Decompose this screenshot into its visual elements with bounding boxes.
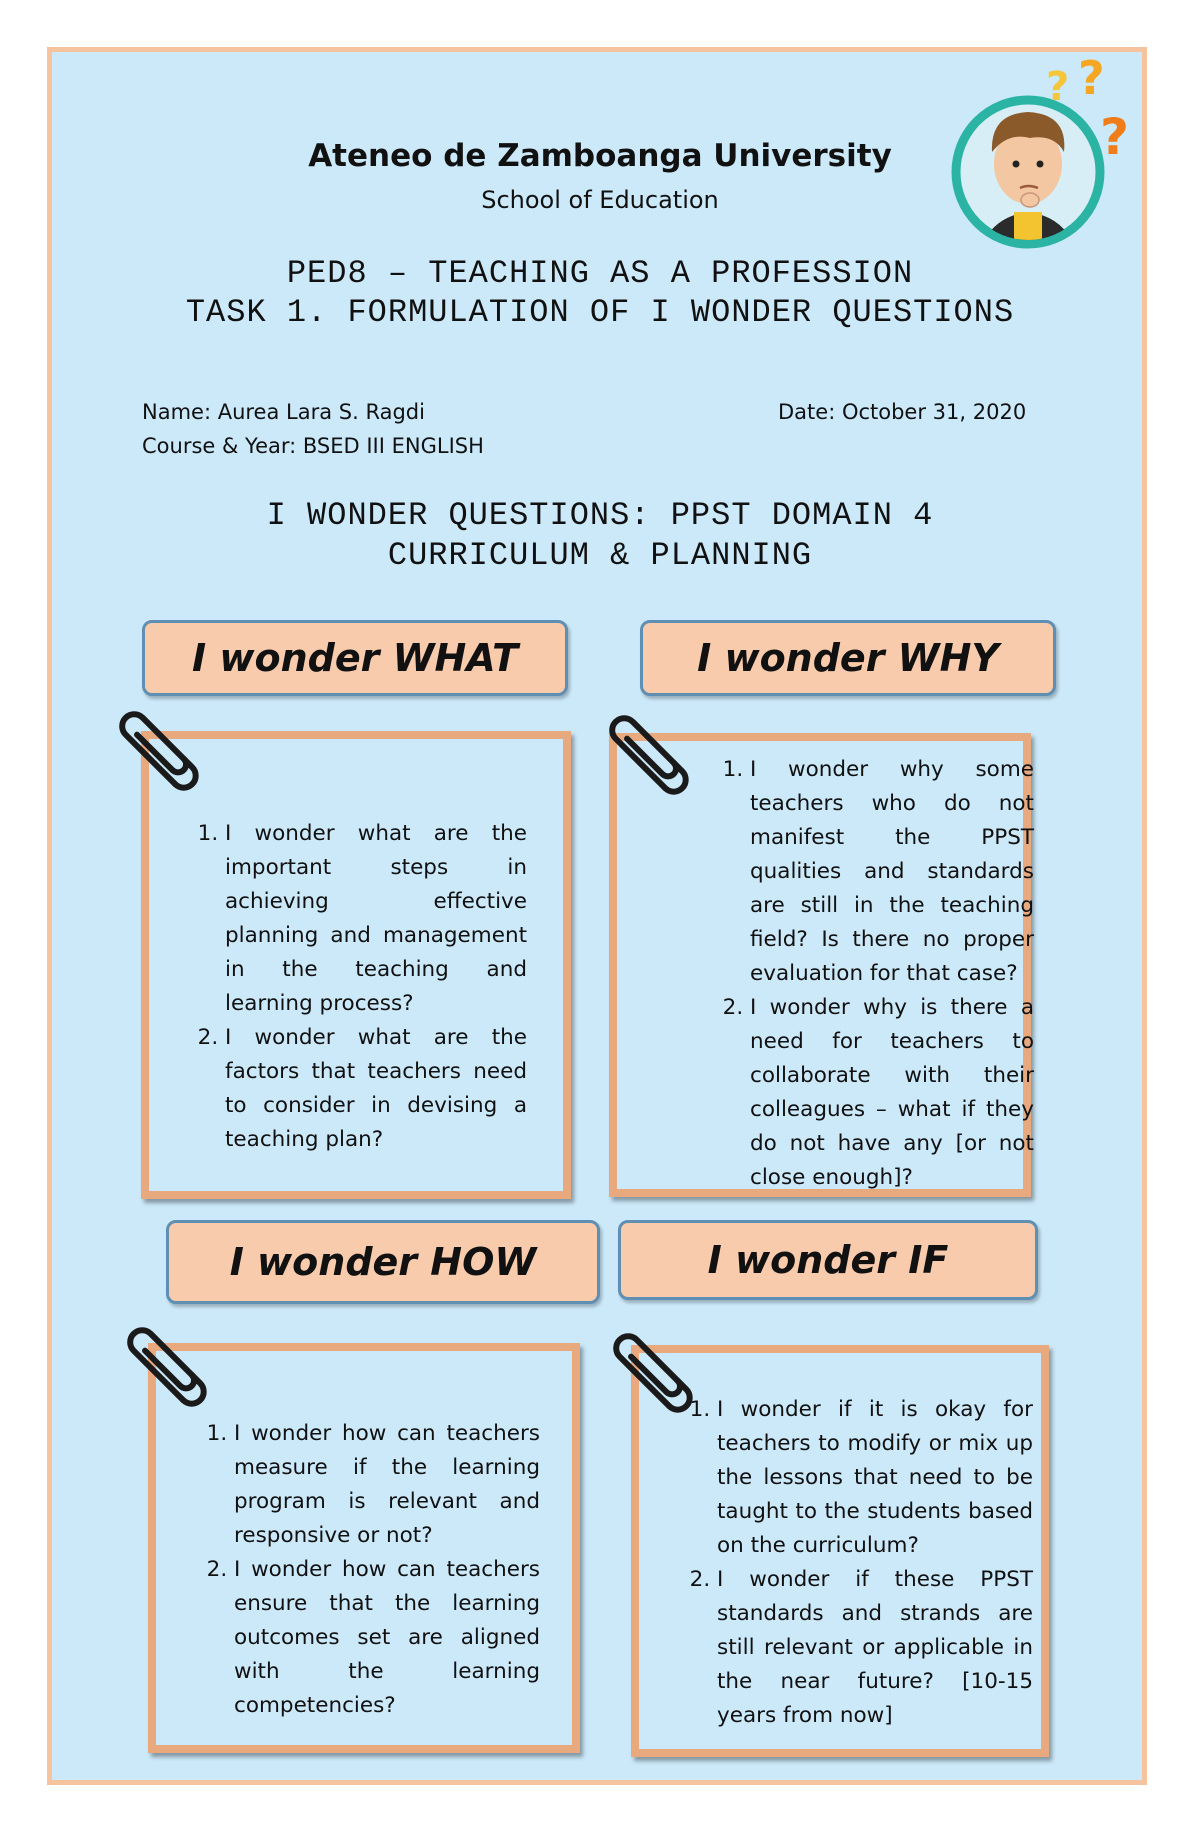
course-title: PED8 – TEACHING AS A PROFESSION <box>286 255 914 292</box>
student-name: Name: Aurea Lara S. Ragdi <box>142 400 425 424</box>
why-questions <box>712 753 1034 1195</box>
svg-text:?: ? <box>1046 64 1070 110</box>
if-label: I wonder IF <box>618 1220 1038 1300</box>
course-year: Course & Year: BSED III ENGLISH <box>142 434 484 458</box>
school-name: School of Education <box>481 186 719 214</box>
why-question-1: 1. I wonder why some teachers who do not manifest the PPST qualities and standards are still in the teaching field? Is there no proper evaluation for that case? <box>750 753 1034 991</box>
task-title: TASK 1. FORMULATION OF I WONDER QUESTIONS <box>185 294 1015 331</box>
if-question-1: 1. I wonder if it is okay for teachers to modify or mix up the lessons that need to be taught to the students based on the curriculum? <box>717 1393 1033 1563</box>
how-box <box>148 1343 580 1753</box>
paperclip-icon <box>594 700 694 800</box>
svg-text:?: ? <box>1078 52 1105 105</box>
paperclip-icon <box>112 1312 212 1412</box>
what-label: I wonder WHAT <box>142 620 568 696</box>
section-subtitle: CURRICULUM & PLANNING <box>387 537 813 574</box>
paperclip-icon <box>598 1318 698 1418</box>
how-questions <box>196 1417 540 1723</box>
paperclip-icon <box>104 696 204 796</box>
how-question-1: 1. I wonder how can teachers measure if the learning program is relevant and responsive or not? <box>234 1417 540 1553</box>
what-question-1: 1. I wonder what are the important steps in achieving effective planning and management in the teaching and learning process? <box>225 817 527 1021</box>
section-title: I WONDER QUESTIONS: PPST DOMAIN 4 <box>266 497 934 534</box>
why-label: I wonder WHY <box>640 620 1056 696</box>
submission-date: Date: October 31, 2020 <box>778 400 1027 424</box>
what-questions <box>187 817 527 1157</box>
what-box <box>141 731 571 1199</box>
what-question-2: 2. I wonder what are the factors that teachers need to consider in devising a teaching plan? <box>225 1021 527 1157</box>
if-question-2: 2. I wonder if these PPST standards and strands are still relevant or applicable in the near future? [10-15 years from now] <box>717 1563 1033 1733</box>
if-questions <box>679 1393 1033 1733</box>
university-name: Ateneo de Zamboanga University <box>308 138 892 174</box>
svg-text:?: ? <box>1100 108 1130 166</box>
how-question-2: 2. I wonder how can teachers ensure that the learning outcomes set are aligned with the learning competencies? <box>234 1553 540 1723</box>
why-question-2: 2. I wonder why is there a need for teachers to collaborate with their colleagues – what if they do not have any [or not close enough]? <box>750 991 1034 1195</box>
why-box <box>609 733 1034 1197</box>
how-label: I wonder HOW <box>166 1220 600 1304</box>
